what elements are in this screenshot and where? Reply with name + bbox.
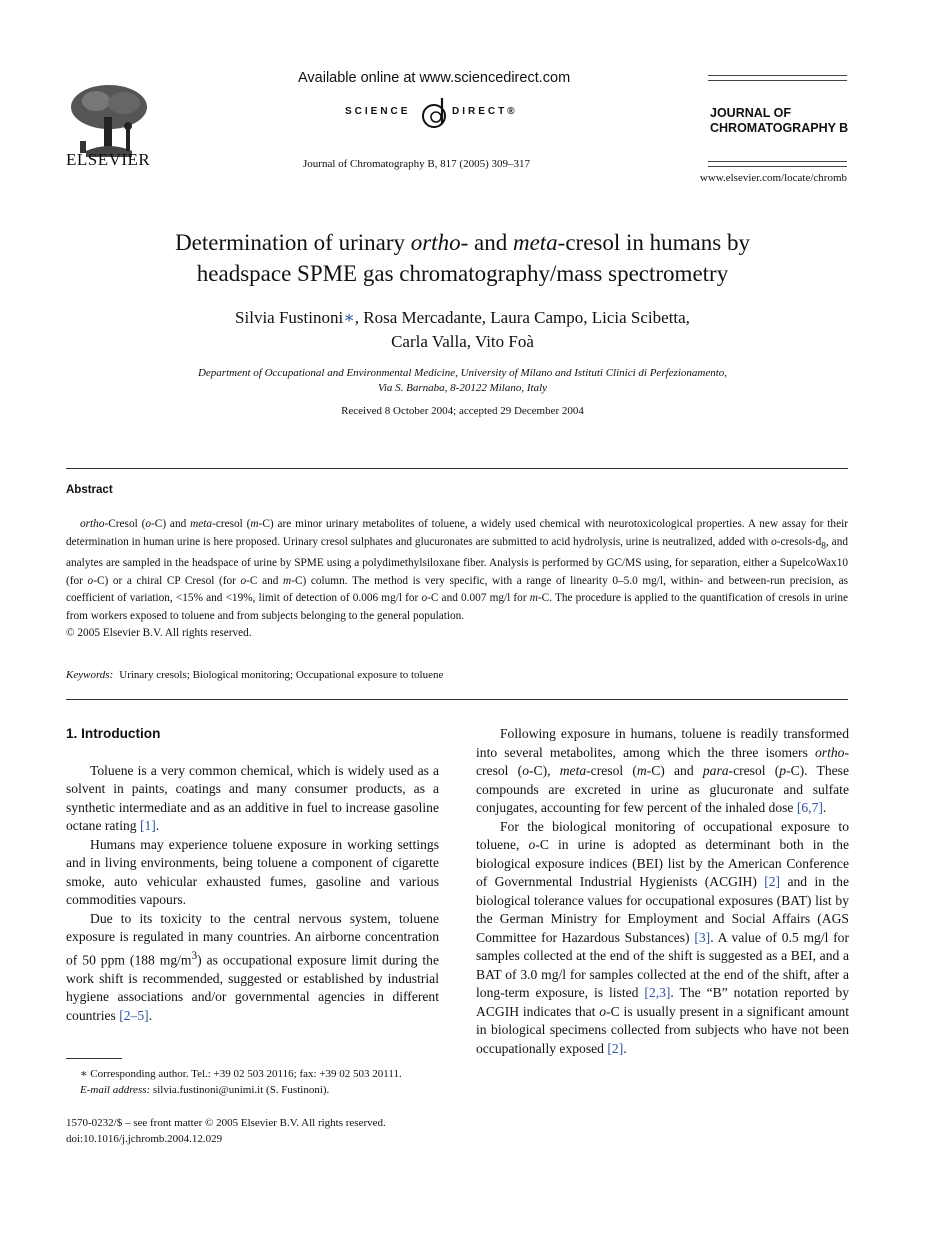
title-italic: meta	[512, 230, 558, 255]
right-column	[476, 725, 849, 1058]
abstract-heading: Abstract	[66, 484, 113, 496]
footnote-rule	[66, 1058, 122, 1059]
email-address[interactable]: silvia.fustinoni@unimi.it (S. Fustinoni).	[150, 1084, 330, 1096]
citation-link[interactable]: [1]	[139, 818, 156, 833]
citation-link[interactable]: [2]	[607, 1040, 624, 1056]
header-rule	[708, 75, 847, 76]
citation-link[interactable]: [2,3]	[644, 985, 671, 1000]
keywords	[66, 669, 443, 681]
left-column	[66, 725, 439, 1025]
affiliation-line1: Department of Occupational and Environmental Medicine, University of Milano and Istituti Clinici di Perfezionamento,	[197, 367, 728, 379]
abstract-body	[66, 516, 848, 643]
header-rule	[708, 166, 847, 167]
header-rule	[708, 80, 847, 81]
title-text: - and	[460, 230, 513, 255]
citation-link[interactable]: [6,7]	[796, 800, 823, 815]
sciencedirect-d-icon	[418, 96, 450, 130]
title-text: Determination of urinary	[175, 230, 411, 255]
intro-paragraph-2: Humans may experience toluene exposure in working settings and in living environments, being toluene a component of cigarette smoke, auto vehicular exhausted fumes, gasoline and various commodities vapours.	[66, 836, 439, 907]
email-label: E-mail address:	[80, 1084, 151, 1096]
author-name: Silvia Fustinoni	[235, 308, 344, 327]
sciencedirect-logo	[345, 96, 520, 130]
abstract-copyright: © 2005 Elsevier B.V. All rights reserved.	[66, 627, 252, 640]
intro-paragraph-3: Due to its toxicity to the central nervous system, toluene exposure is regulated in many countries. An airborne concentration of 50 ppm (188 $mg/m^3$) as occupational exposure limit during the work shift is recommended, suggested or established by industrial hygiene associations and/or governmental agencies in different countries [2–5].	[66, 910, 439, 1023]
corresponding-author-link[interactable]: ∗	[343, 308, 355, 327]
intro-paragraph-1: Toluene is a very common chemical, which is widely used as a solvent in paints, coatings and many consumer products, as a synthetic intermediate and as an additive in fuel to increase gasoline octane rating [1].	[66, 762, 439, 833]
abstract-paragraph: ortho-Cresol (o-C) and meta-cresol (m-C) are minor urinary metabolites of toluene, a widely used chemical with neurotoxicological properties. A new assay for their determination in human urine is here proposed. Urinary cresol sulphates and glucuronates are submitted to acid hydrolysis, urine is neutralized, added with $o-cresols-d_8$, and analytes are sampled in the headspace of urine by SPME using a polydimethylsiloxane fiber. Analysis is performed by GC/MS using, for separation, either a SupelcoWax10 (for o-C) or a chiral CP Cresol (for o-C and m-C) column. The method is very specific, with a range of linearity 0–5.0 mg/l, within- and between-run precision, as coefficient of variation, <15% and <19%, limit of detection of 0.006 mg/l for o-C and 0.007 mg/l for m-C. The procedure is applied to the quantification of cresols in urine from workers exposed to toluene and from subjects belonging to the general population.	[66, 518, 848, 622]
publisher-name: ELSEVIER	[66, 150, 151, 169]
received-dates: Received 8 October 2004; accepted 29 December 2004	[341, 405, 584, 417]
citation-link[interactable]: [2]	[764, 874, 781, 889]
sciencedirect-left: SCIENCE	[345, 106, 411, 117]
header-rule	[708, 161, 847, 162]
front-matter	[66, 1115, 386, 1147]
citation-link[interactable]: [3]	[694, 929, 711, 945]
journal-reference: Journal of Chromatography B, 817 (2005) 309–317	[303, 158, 530, 170]
journal-name-line1: JOURNAL OF	[710, 106, 792, 120]
divider	[66, 699, 848, 700]
title-line2: headspace SPME gas chromatography/mass spectrometry	[196, 261, 729, 286]
title-text: -cresol in humans by	[557, 230, 750, 255]
authors-line2: Carla Valla, Vito Foà	[391, 332, 534, 351]
section-heading-introduction: 1. Introduction	[66, 726, 161, 741]
keywords-label: Keywords:	[66, 669, 114, 681]
journal-url[interactable]: www.elsevier.com/locate/chromb	[699, 172, 847, 184]
footnote-contact: Corresponding author. Tel.: +39 02 503 20116; fax: +39 02 503 20111.	[87, 1068, 402, 1080]
journal-name	[710, 106, 848, 136]
affiliation-line2: Via S. Barnaba, 8-20122 Milano, Italy	[377, 382, 548, 394]
authors	[60, 306, 865, 354]
author-names: , Rosa Mercadante, Laura Campo, Licia Scibetta,	[354, 308, 690, 327]
keywords-list: Urinary cresols; Biological monitoring; Occupational exposure to toluene	[119, 669, 444, 681]
intro-paragraph-5: For the biological monitoring of occupational exposure to toluene, o-C in urine is adopted as determinant both in the biological exposure indices (BEI) list by the American Conference of Governmental Industrial Hygienists (ACGIH) [2] and in the biological tolerance values for occupational exposures (BAT) list by the German Ministry for Employment and Social Affairs (AGS Committee for Hazardous Substances) [3]. A value of 0.5 mg/l for samples collected at the end of the shift is suggested as a BEI, and a BAT of 3.0 mg/l for samples collected at the end of the shift, after a long-term exposure, is listed [2,3]. The “B” notation reported by ACGIH indicates that o-C is usually present in a significant amount in biological specimens collected from subjects who have not been occupationally exposed [2].	[476, 818, 849, 1056]
intro-paragraph-4: Following exposure in humans, toluene is readily transformed into several metabolites, among which the three isomers ortho-cresol (o-C), meta-cresol (m-C) and para-cresol (p-C). These compounds are excreted in urine as glucuronate and sulfate conjugates, accounting for few percent of the inhaled dose [6,7].	[476, 726, 849, 815]
citation-link[interactable]: [2–5]	[119, 1007, 149, 1023]
divider	[66, 468, 848, 469]
doi-line[interactable]: doi:10.1016/j.jchromb.2004.12.029	[66, 1133, 223, 1145]
article-title	[60, 227, 865, 289]
title-italic: ortho	[410, 230, 461, 255]
sciencedirect-right: DIRECT®	[452, 106, 518, 117]
available-online-text: Available online at www.sciencedirect.com	[298, 70, 571, 86]
journal-name-line2: CHROMATOGRAPHY B	[710, 121, 849, 135]
issn-line: 1570-0232/$ – see front matter © 2005 Elsevier B.V. All rights reserved.	[66, 1117, 386, 1129]
footnote-star: ∗	[80, 1068, 88, 1080]
affiliation	[60, 366, 865, 396]
footnote	[66, 1066, 446, 1098]
